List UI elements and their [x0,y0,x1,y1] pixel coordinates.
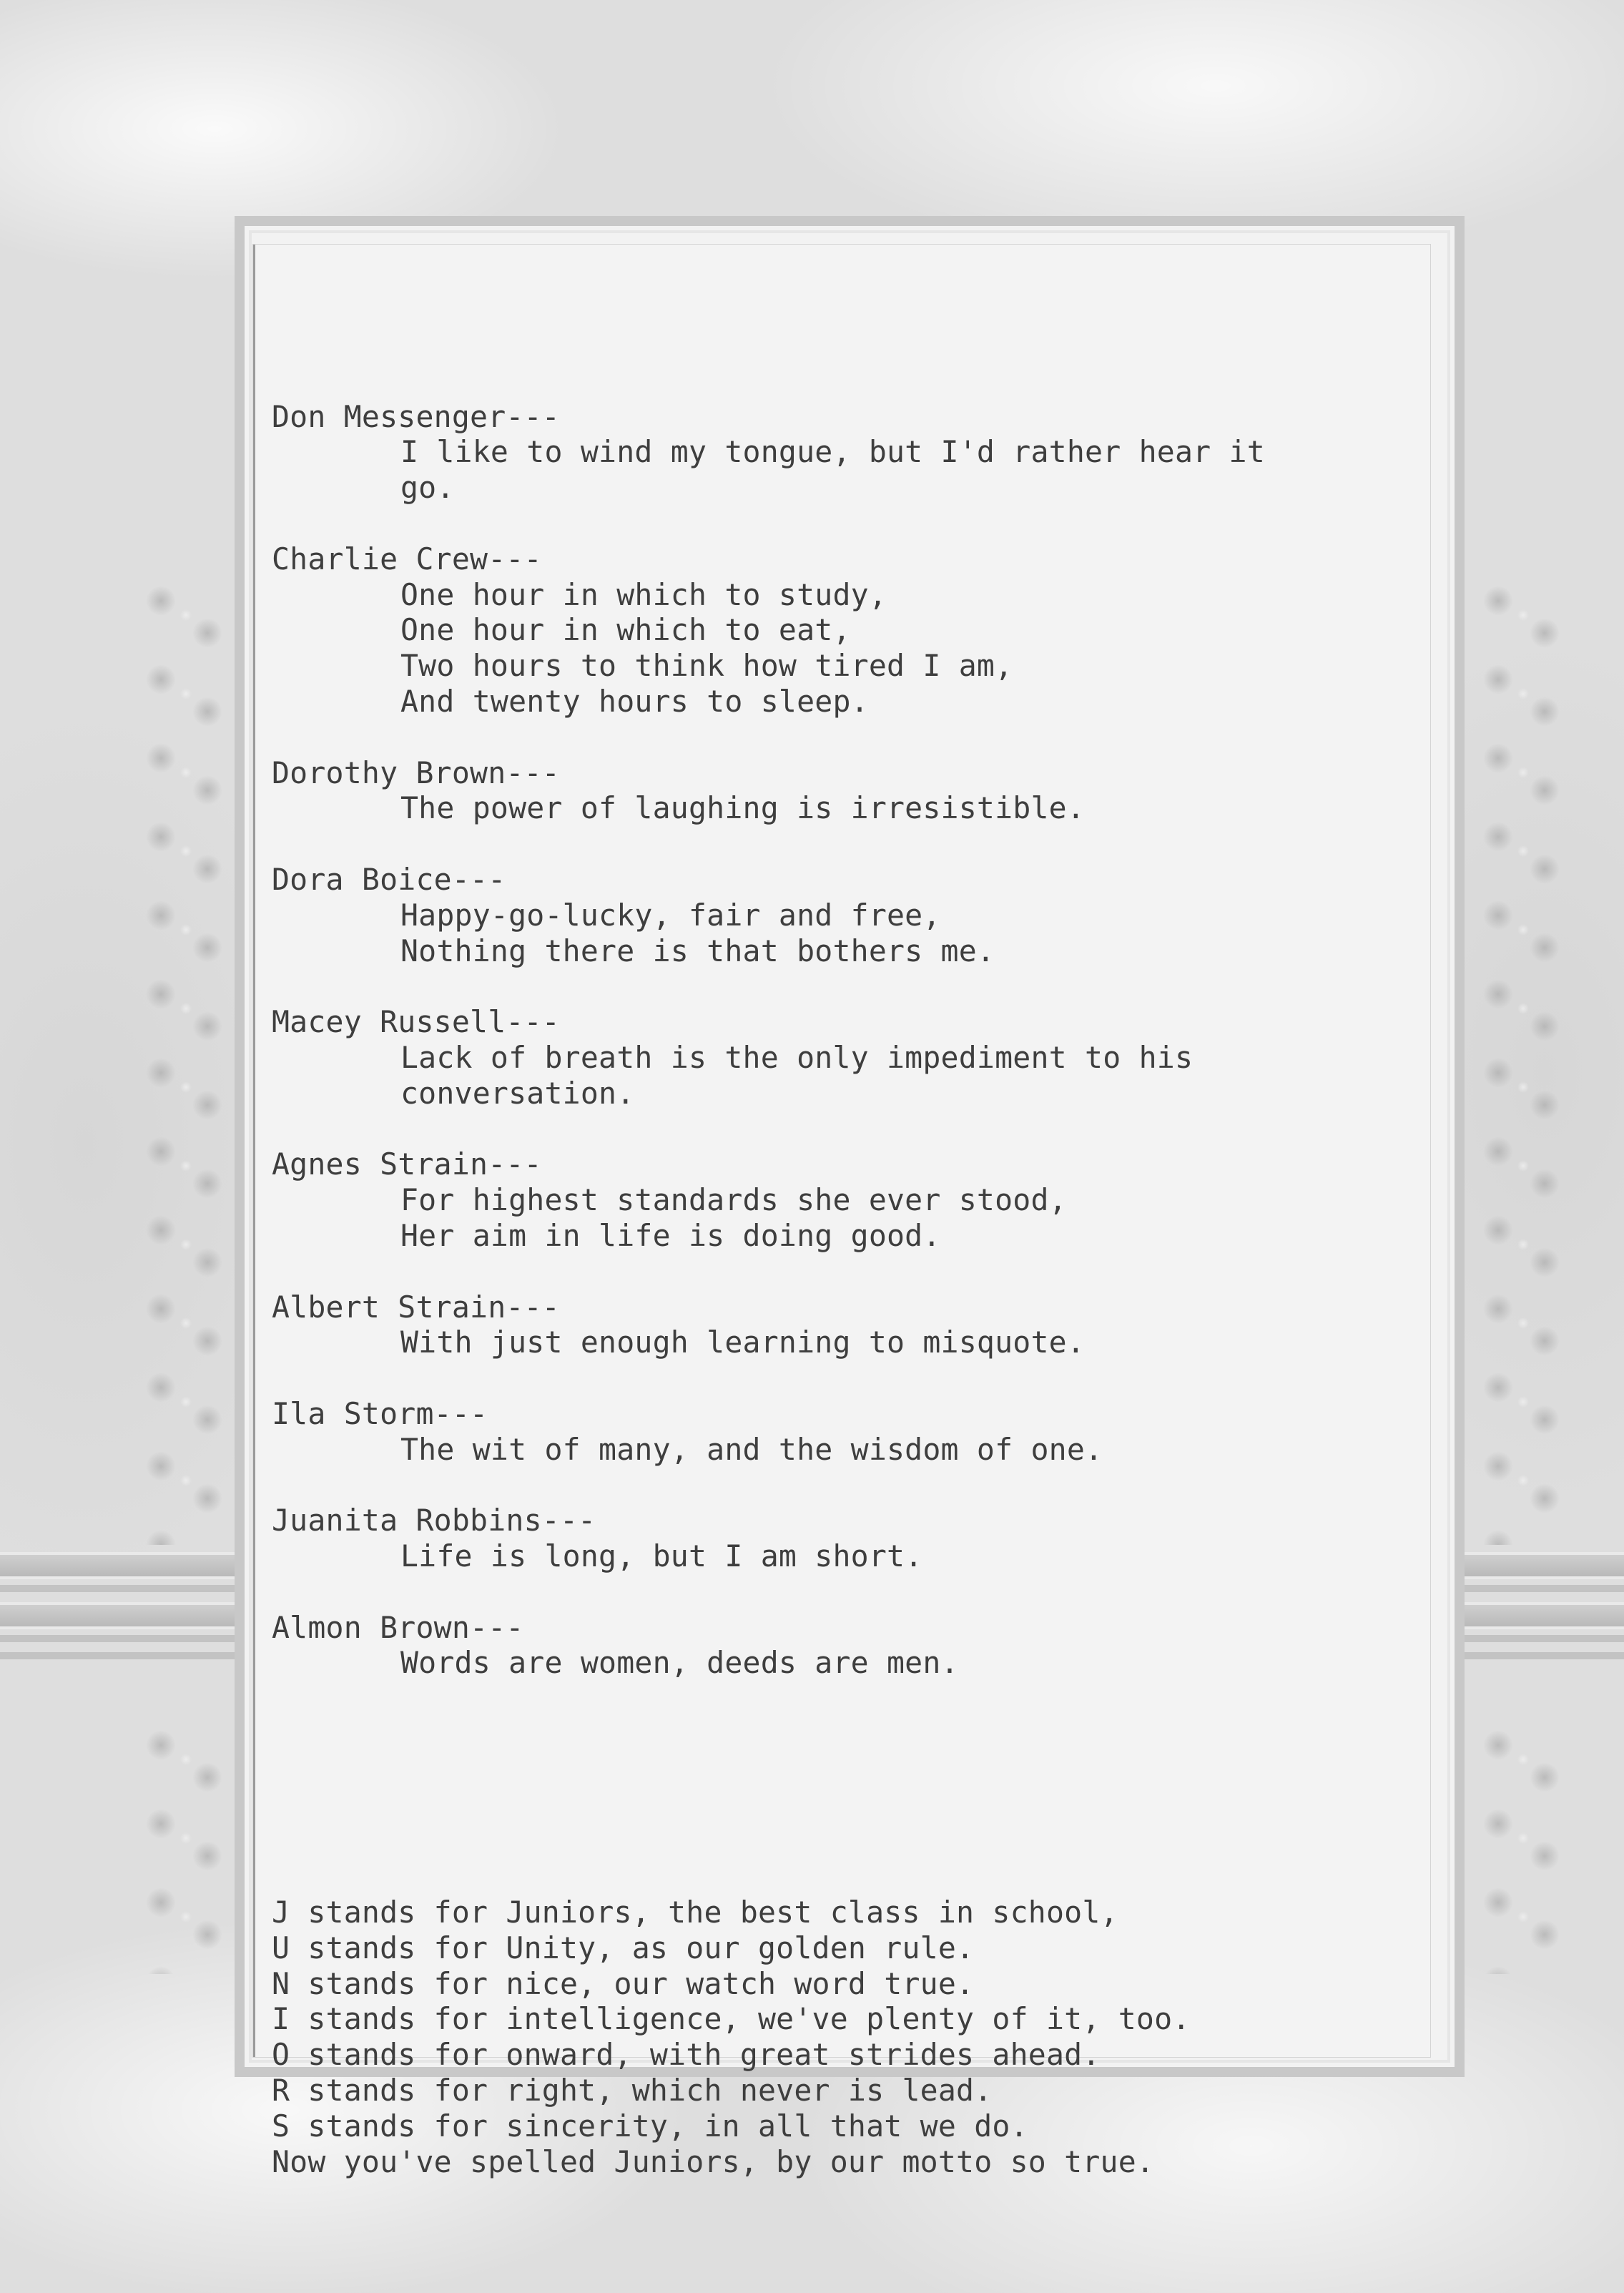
acrostic-line: U stands for Unity, as our golden rule. [272,1930,975,1965]
student-entry [272,755,1423,827]
acrostic-line: N stands for nice, our watch word true. [272,1965,975,2001]
left-leaf-ornament-upper [136,572,236,1545]
quote-line: And twenty hours to sleep. [400,683,869,719]
quote-line: Happy-go-lucky, fair and free, [400,897,941,933]
quote-line: Nothing there is that bothers me. [400,933,995,968]
student-entry [272,1290,1423,1361]
student-entry [272,399,1423,506]
student-entry [272,1146,1423,1253]
quote-line: One hour in which to study, [400,576,887,612]
student-entry [272,1610,1423,1681]
student-entry [272,862,1423,968]
quote-line: Her aim in life is doing good. [400,1217,941,1253]
acrostic-line: Now you've spelled Juniors, by our motto so true. [272,2144,1155,2179]
acrostic-line: O stands for onward, with great strides ahead. [272,2037,1101,2073]
quote-line: The wit of many, and the wisdom of one. [400,1431,1103,1467]
student-name: Almon Brown--- [272,1609,524,1645]
right-leaf-ornament-lower [1473,1717,1573,1974]
acrostic-line: R stands for right, which never is lead. [272,2073,993,2108]
quote-line: Words are women, deeds are men. [400,1645,959,1681]
student-name: Macey Russell--- [272,1004,560,1040]
juniors-acrostic [272,1895,1423,2179]
acrostic-line: J stands for Juniors, the best class in school, [272,1895,1118,1930]
acrostic-line: I stands for intelligence, we've plenty of it, too. [272,2001,1191,2037]
student-entry [272,541,1423,720]
student-entry [272,1004,1423,1111]
student-name: Agnes Strain--- [272,1146,542,1182]
typed-text-block [272,328,1423,2215]
student-name: Dora Boice--- [272,861,506,897]
quote-line: Two hours to think how tired I am, [400,648,1013,684]
quote-line: The power of laughing is irresistible. [400,790,1086,826]
student-name: Dorothy Brown--- [272,755,560,790]
student-name: Ila Storm--- [272,1395,488,1431]
quote-line: Life is long, but I am short. [400,1538,923,1574]
student-name: Don Messenger--- [272,398,560,434]
student-name: Juanita Robbins--- [272,1503,596,1538]
right-leaf-ornament-upper [1473,572,1573,1545]
quote-line: With just enough learning to misquote. [400,1325,1086,1360]
quote-line: conversation. [400,1075,635,1111]
quote-line: Lack of breath is the only impediment to his [400,1039,1194,1075]
quote-line: For highest standards she ever stood, [400,1182,1067,1218]
quote-line: I like to wind my tongue, but I'd rather hear it [400,434,1265,470]
quote-entries [272,399,1423,1681]
student-name: Charlie Crew--- [272,541,542,576]
student-name: Albert Strain--- [272,1289,560,1325]
quote-line: go. [400,470,455,506]
quote-line: One hour in which to eat, [400,612,851,648]
student-entry [272,1503,1423,1574]
student-entry [272,1396,1423,1468]
left-leaf-ornament-lower [136,1717,236,1974]
acrostic-line: S stands for sincerity, in all that we do. [272,2108,1028,2144]
